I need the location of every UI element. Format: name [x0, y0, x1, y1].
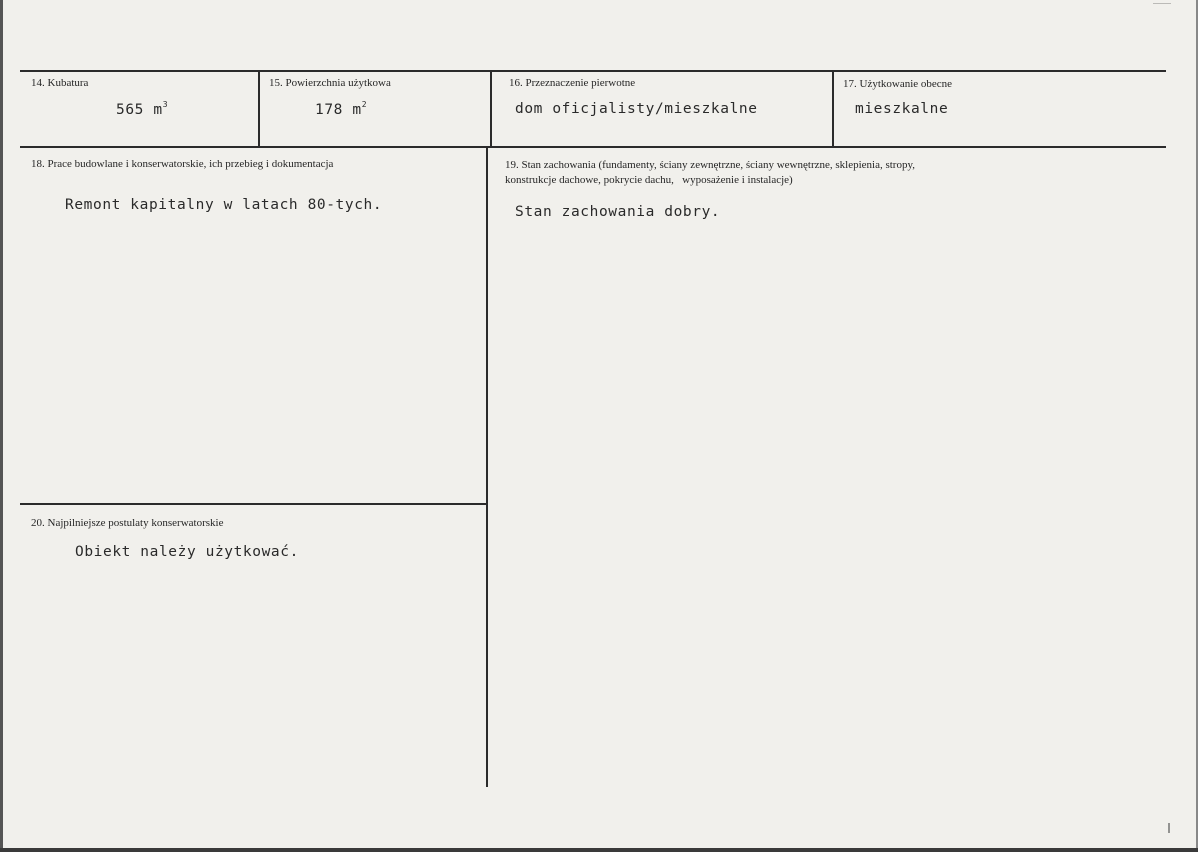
field-14-unit-exponent: 3 — [162, 100, 169, 109]
field-15-unit-exponent: 2 — [361, 100, 368, 109]
scan-speck — [1168, 823, 1170, 833]
divider-14-15 — [258, 71, 260, 147]
field-18-value: Remont kapitalny w latach 80-tych. — [65, 197, 383, 213]
field-15-label: 15. Powierzchnia użytkowa — [269, 77, 391, 89]
field-14-unit-base: m — [153, 102, 163, 118]
field-14-label: 14. Kubatura — [31, 77, 89, 89]
field-19-value: Stan zachowania dobry. — [515, 204, 721, 220]
field-14-number: 565 — [116, 102, 144, 118]
field-15-value — [315, 102, 367, 118]
field-16-value: dom oficjalisty/mieszkalne — [515, 101, 758, 117]
field-18-label: 18. Prace budowlane i konserwatorskie, ich przebieg i dokumentacja — [31, 158, 334, 170]
field-15-number: 178 — [315, 102, 343, 118]
field-16-label: 16. Przeznaczenie pierwotne — [509, 77, 636, 89]
field-14-unit — [153, 102, 168, 118]
divider-15-16 — [490, 71, 492, 147]
scan-speck — [1153, 3, 1171, 4]
field-19-label-line-1: 19. Stan zachowania (fundamenty, ściany zewnętrzne, ściany wewnętrzne, sklepienia, stropy, — [505, 159, 916, 171]
field-14-value — [116, 102, 168, 118]
field-20-label: 20. Najpilniejsze postulaty konserwatorskie — [31, 517, 224, 529]
top-rule — [20, 70, 1166, 72]
field-15-unit — [352, 102, 367, 118]
field-19-label-line-2: konstrukcje dachowe, pokrycie dachu, wyposażenie i instalacje) — [505, 174, 793, 186]
field-17-value: mieszkalne — [855, 101, 949, 117]
field-20-value: Obiekt należy użytkować. — [75, 544, 299, 560]
header-bottom-rule — [20, 146, 1166, 148]
divider-16-17 — [832, 71, 834, 147]
field-17-label: 17. Użytkowanie obecne — [843, 78, 953, 90]
divider-left-right — [486, 147, 488, 787]
field-15-unit-base: m — [352, 102, 362, 118]
section-18-20-divider — [20, 503, 487, 505]
